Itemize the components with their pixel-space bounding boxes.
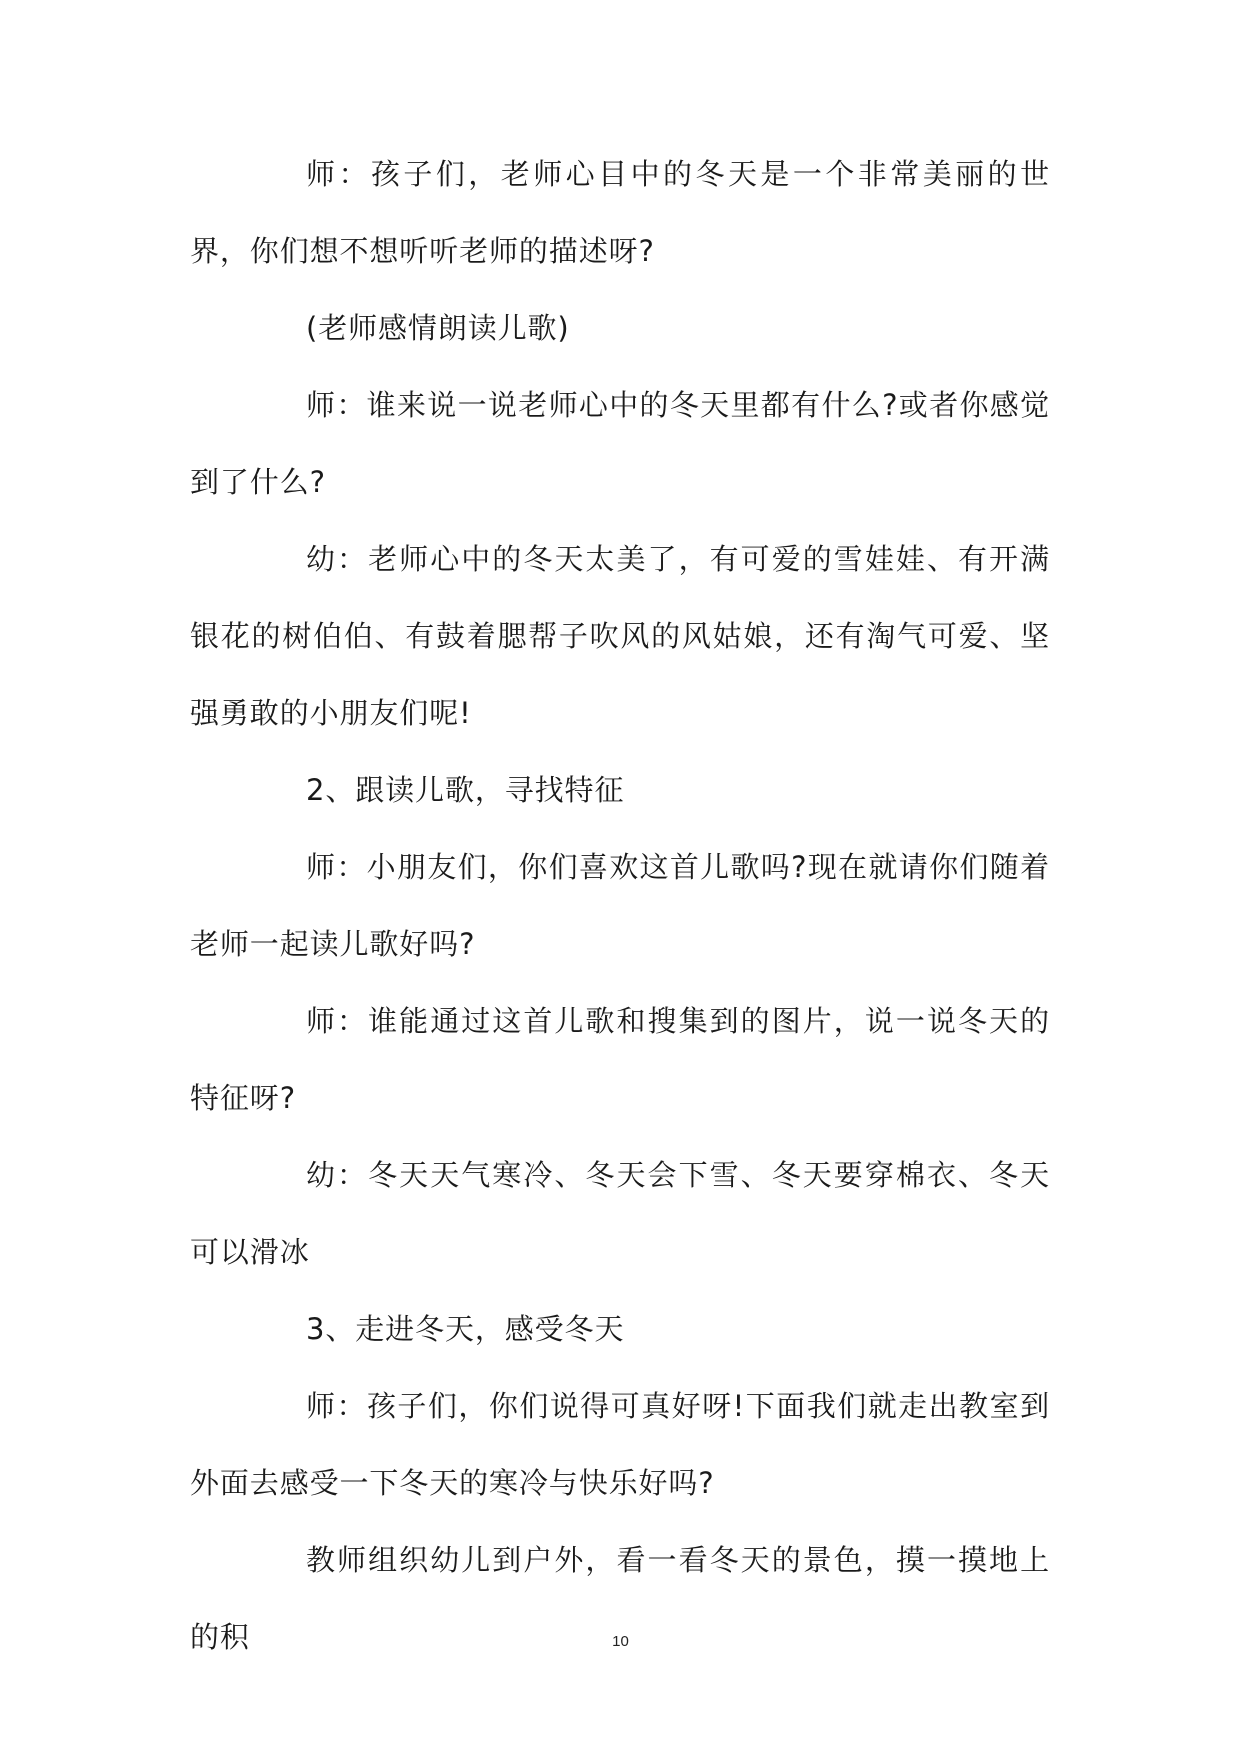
paragraph-child-features: 幼：冬天天气寒冷、冬天会下雪、冬天要穿棉衣、冬天可以滑冰: [190, 1158, 1050, 1269]
paragraph-activity: 教师组织幼儿到户外，看一看冬天的景色，摸一摸地上的积: [190, 1543, 1050, 1654]
paragraph-child-answer: 幼：老师心中的冬天太美了，有可爱的雪娃娃、有开满银花的树伯伯、有鼓着腮帮子吹风的风姑娘，还有淘气可爱、坚强勇敢的小朋友们呢!: [190, 542, 1050, 730]
section-heading-2: 2、跟读儿歌，寻找特征: [306, 773, 625, 807]
paragraph-teacher-outdoor: 师：孩子们，你们说得可真好呀!下面我们就走出教室到外面去感受一下冬天的寒冷与快乐好吗?: [190, 1389, 1050, 1500]
page-number: 10: [612, 1633, 629, 1650]
paragraph-teacher-features: 师：谁能通过这首儿歌和搜集到的图片，说一说冬天的特征呀?: [190, 1004, 1050, 1115]
paragraph-teacher-invite: 师：小朋友们，你们喜欢这首儿歌吗?现在就请你们随着老师一起读儿歌好吗?: [190, 850, 1050, 961]
document-body: [190, 136, 1050, 1676]
section-heading-3: 3、走进冬天，感受冬天: [306, 1312, 625, 1346]
paragraph-teacher-question: 师：谁来说一说老师心中的冬天里都有什么?或者你感觉到了什么?: [190, 388, 1050, 499]
paragraph-teacher-intro: 师：孩子们，老师心目中的冬天是一个非常美丽的世界，你们想不想听听老师的描述呀?: [190, 157, 1050, 268]
paragraph-stage-direction: (老师感情朗读儿歌): [306, 311, 570, 345]
